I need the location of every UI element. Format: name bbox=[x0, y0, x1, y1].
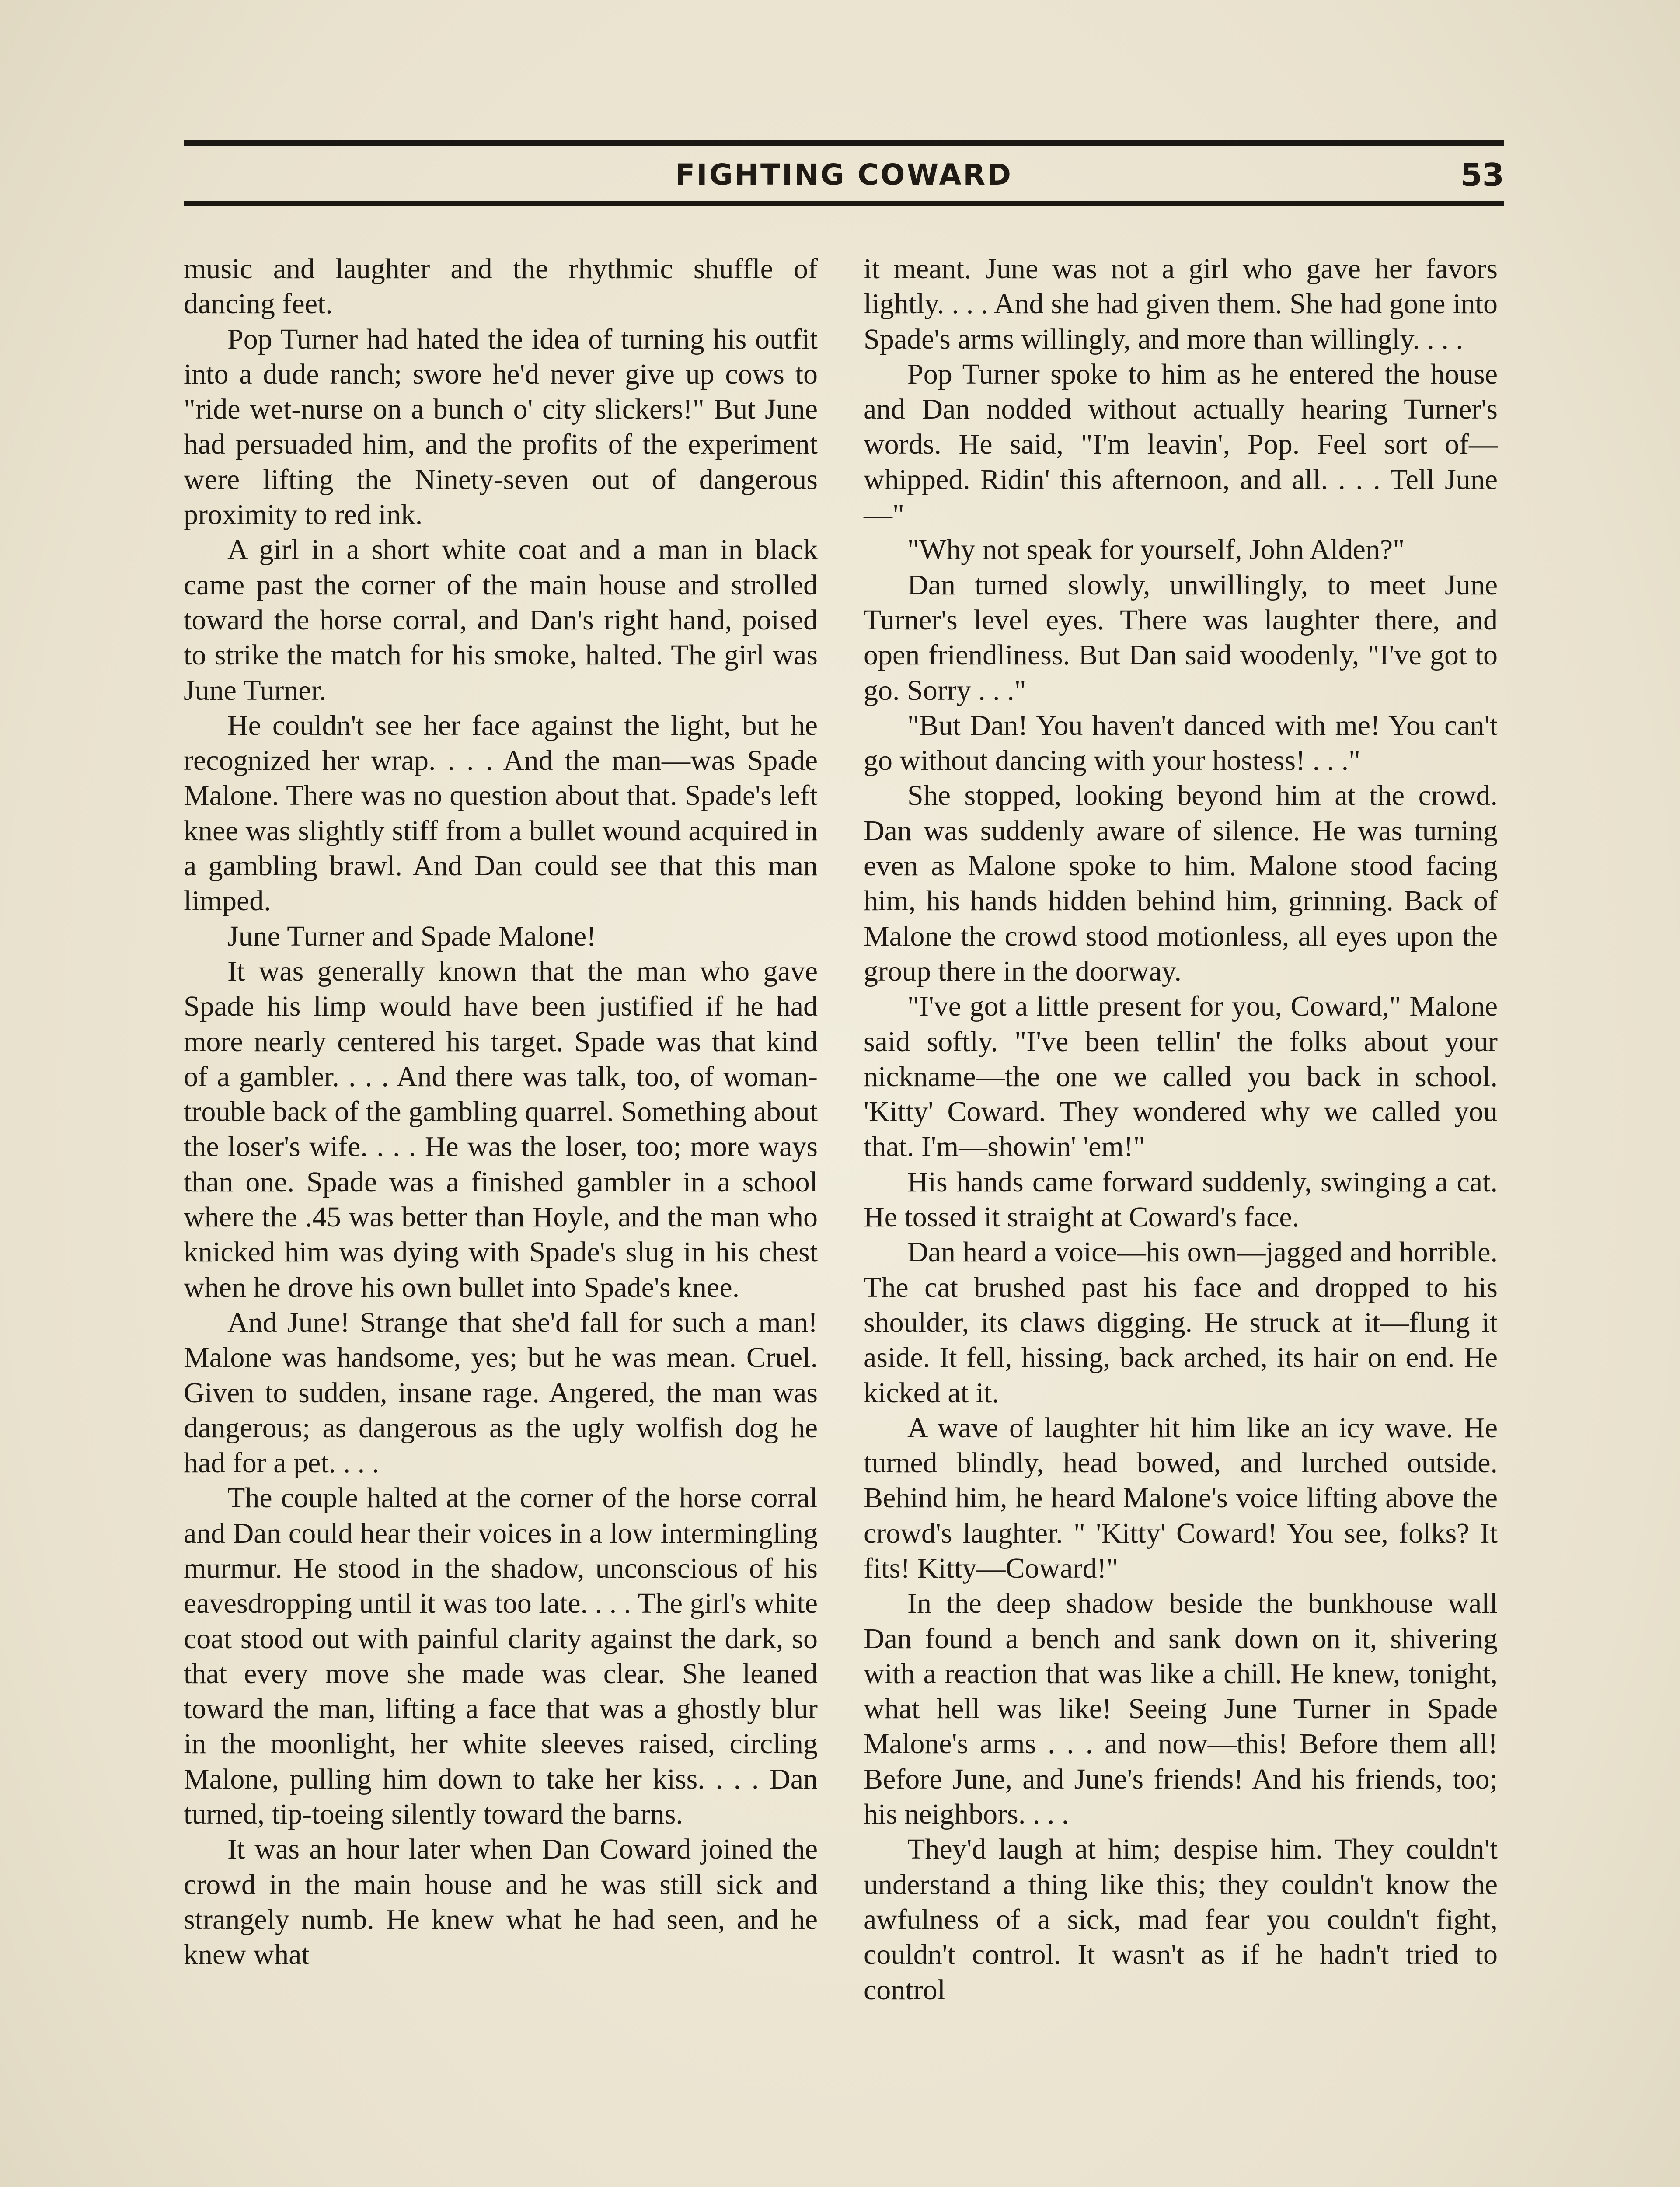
paragraph: His hands came forward suddenly, swinging a cat. He tossed it straight at Coward's face. bbox=[864, 1166, 1498, 1233]
right-column bbox=[864, 252, 1498, 2008]
paragraph: June Turner and Spade Malone! bbox=[227, 920, 596, 952]
paragraph: music and laughter and the rhythmic shuffle of dancing feet. bbox=[184, 253, 818, 320]
paragraph: In the deep shadow beside the bunkhouse wall Dan found a bench and sank down on it, shivering with a reaction that was like a chill. He knew, tonight, what hell was like! Seeing June Turner in Spade Malone's arms . . . and now—this! Before them all! Before June, and June's friends! And his friends, too; his neighbors. . . . bbox=[864, 1587, 1498, 1831]
left-column bbox=[184, 252, 818, 1973]
header-rule-bottom bbox=[184, 201, 1504, 206]
paragraph: A wave of laughter hit him like an icy wave. He turned blindly, head bowed, and lurched outside. Behind him, he heard Malone's voice lifting above the crowd's laughter. " 'Kitty' Coward! You see, folks? It fits! Kitty—Coward!" bbox=[864, 1411, 1498, 1584]
paragraph: They'd laugh at him; despise him. They couldn't understand a thing like this; they couldn't know the awfulness of a sick, mad fear you couldn't fight, couldn't control. It wasn't as if he hadn't tried to control bbox=[864, 1833, 1498, 2006]
header-rule-top bbox=[184, 140, 1504, 146]
paragraph: A girl in a short white coat and a man in black came past the corner of the main house and strolled toward the horse corral, and Dan's right hand, poised to strike the match for his smoke, halted. The girl was June Turner. bbox=[184, 534, 818, 706]
paragraph: it meant. June was not a girl who gave her favors lightly. . . . And she had given them. She had gone into Spade's arms willingly, and more than willingly. . . . bbox=[864, 253, 1498, 355]
paragraph: "I've got a little present for you, Coward," Malone said softly. "I've been tellin' the folks about your nickname—the one we called you back in school. 'Kitty' Coward. They wondered why we called you that. I'm—showin' 'em!" bbox=[864, 990, 1498, 1163]
paragraph: "But Dan! You haven't danced with me! You can't go without dancing with your hostess! . . ." bbox=[864, 709, 1498, 777]
paragraph: Dan turned slowly, unwillingly, to meet June Turner's level eyes. There was laughter there, and open friendliness. But Dan said woodenly, "I've got to go. Sorry . . ." bbox=[864, 569, 1498, 706]
paragraph: He couldn't see her face against the light, but he recognized her wrap. . . . And the man—was Spade Malone. There was no question about that. Spade's left knee was slightly stiff from a bullet wound acquired in a gambling brawl. And Dan could see that this man limped. bbox=[184, 709, 818, 917]
paragraph: It was an hour later when Dan Coward joined the crowd in the main house and he was still sick and strangely numb. He knew what he had seen, and he knew what bbox=[184, 1833, 818, 1971]
paragraph: Pop Turner spoke to him as he entered the house and Dan nodded without actually hearing Turner's words. He said, "I'm leavin', Pop. Feel sort of—whipped. Ridin' this afternoon, and all. . . . Tell June—" bbox=[864, 358, 1498, 531]
paragraph: It was generally known that the man who gave Spade his limp would have been justified if he had more nearly centered his target. Spade was that kind of a gambler. . . . And there was talk, too, of woman-trouble back of the gambling quarrel. Something about the loser's wife. . . . He was the loser, too; more ways than one. Spade was a finished gambler in a school where the .45 was better than Hoyle, and the man who knicked him was dying with Spade's slug in his chest when he drove his own bullet into Spade's knee. bbox=[184, 955, 818, 1303]
paragraph: Pop Turner had hated the idea of turning his outfit into a dude ranch; swore he'd never give up cows to "ride wet-nurse on a bunch o' city slickers!" But June had persuaded him, and the profits of the experiment were lifting the Ninety-seven out of dangerous proximity to red ink. bbox=[184, 323, 818, 531]
running-head bbox=[184, 153, 1504, 197]
page-number: 53 bbox=[1460, 157, 1504, 193]
paragraph: And June! Strange that she'd fall for such a man! Malone was handsome, yes; but he was mean. Cruel. Given to sudden, insane rage. Angered, the man was dangerous; as dangerous as the ugly wolfish dog he had for a pet. . . . bbox=[184, 1306, 818, 1479]
paragraph: "Why not speak for yourself, John Alden?" bbox=[907, 534, 1405, 566]
paragraph: The couple halted at the corner of the horse corral and Dan could hear their voices in a low intermingling murmur. He stood in the shadow, unconscious of his eavesdropping until it was too late. . . . The girl's white coat stood out with painful clarity against the dark, so that every move she made was clear. She leaned toward the man, lifting a face that was a ghostly blur in the moonlight, her white sleeves raised, circling Malone, pulling him down to take her kiss. . . . Dan turned, tip-toeing silently toward the barns. bbox=[184, 1482, 818, 1831]
story-title: FIGHTING COWARD bbox=[675, 158, 1013, 192]
paragraph: Dan heard a voice—his own—jagged and horrible. The cat brushed past his face and dropped to his shoulder, its claws digging. He struck at it—flung it aside. It fell, hissing, back arched, its hair on end. He kicked at it. bbox=[864, 1236, 1498, 1409]
paragraph: She stopped, looking beyond him at the crowd. Dan was suddenly aware of silence. He was turning even as Malone spoke to him. Malone stood facing him, his hands hidden behind him, grinning. Back of Malone the crowd stood motionless, all eyes upon the group there in the doorway. bbox=[864, 779, 1498, 987]
